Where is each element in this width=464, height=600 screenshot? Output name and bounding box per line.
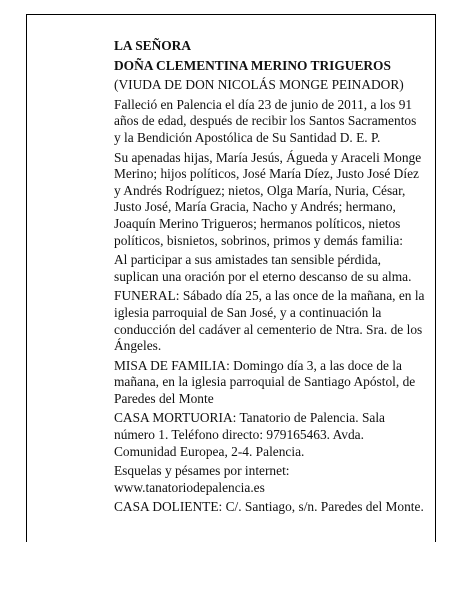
request-paragraph: Al participar a sus amistades tan sensible pérdida, suplican una oración por el eterno descanso de su alma. xyxy=(114,252,412,284)
condolences-paragraph: Esquelas y pésames por internet: www.tanatoriodepalencia.es xyxy=(114,463,290,495)
notice-title: LA SEÑORA xyxy=(114,38,192,53)
mortuary-paragraph: CASA MORTUORIA: Tanatorio de Palencia. Sala número 1. Teléfono directo: 979165463. Avda. Comunidad Europea, 2-4. Palencia. xyxy=(114,410,385,459)
family-paragraph: Su apenadas hijas, María Jesús, Águeda y Araceli Monge Merino; hijos políticos, José María Díez, Justo José Díez y Andrés Rodríguez; nietos, Olga María, Nuria, César, Justo José, María Gracia, Nacho y Andrés; hermano, Joaquín Merino Trigueros; hermanos políticos, nietos políticos, bisnietos, sobrinos, primos y demás familia: xyxy=(114,149,422,248)
obituary-notice xyxy=(114,38,426,519)
deceased-name: DOÑA CLEMENTINA MERINO TRIGUEROS xyxy=(114,57,391,73)
family-mass-paragraph: MISA DE FAMILIA: Domingo día 3, a las doce de la mañana, en la iglesia parroquial de Santiago Apóstol, de Paredes del Monte xyxy=(114,357,416,406)
funeral-paragraph: FUNERAL: Sábado día 25, a las once de la mañana, en la iglesia parroquial de San José, y a continuación la conducción del cadáver al cementerio de Ntra. Sra. de los Ángeles. xyxy=(114,288,425,354)
death-paragraph: Falleció en Palencia el día 23 de junio de 2011, a los 91 años de edad, después de recibir los Santos Sacramentos y la Bendición Apostólica de Su Santidad D. E. P. xyxy=(114,96,417,145)
widow-of-line: (VIUDA DE DON NICOLÁS MONGE PEINADOR) xyxy=(114,77,404,93)
mourning-house-paragraph: CASA DOLIENTE: C/. Santiago, s/n. Paredes del Monte. xyxy=(114,499,424,515)
